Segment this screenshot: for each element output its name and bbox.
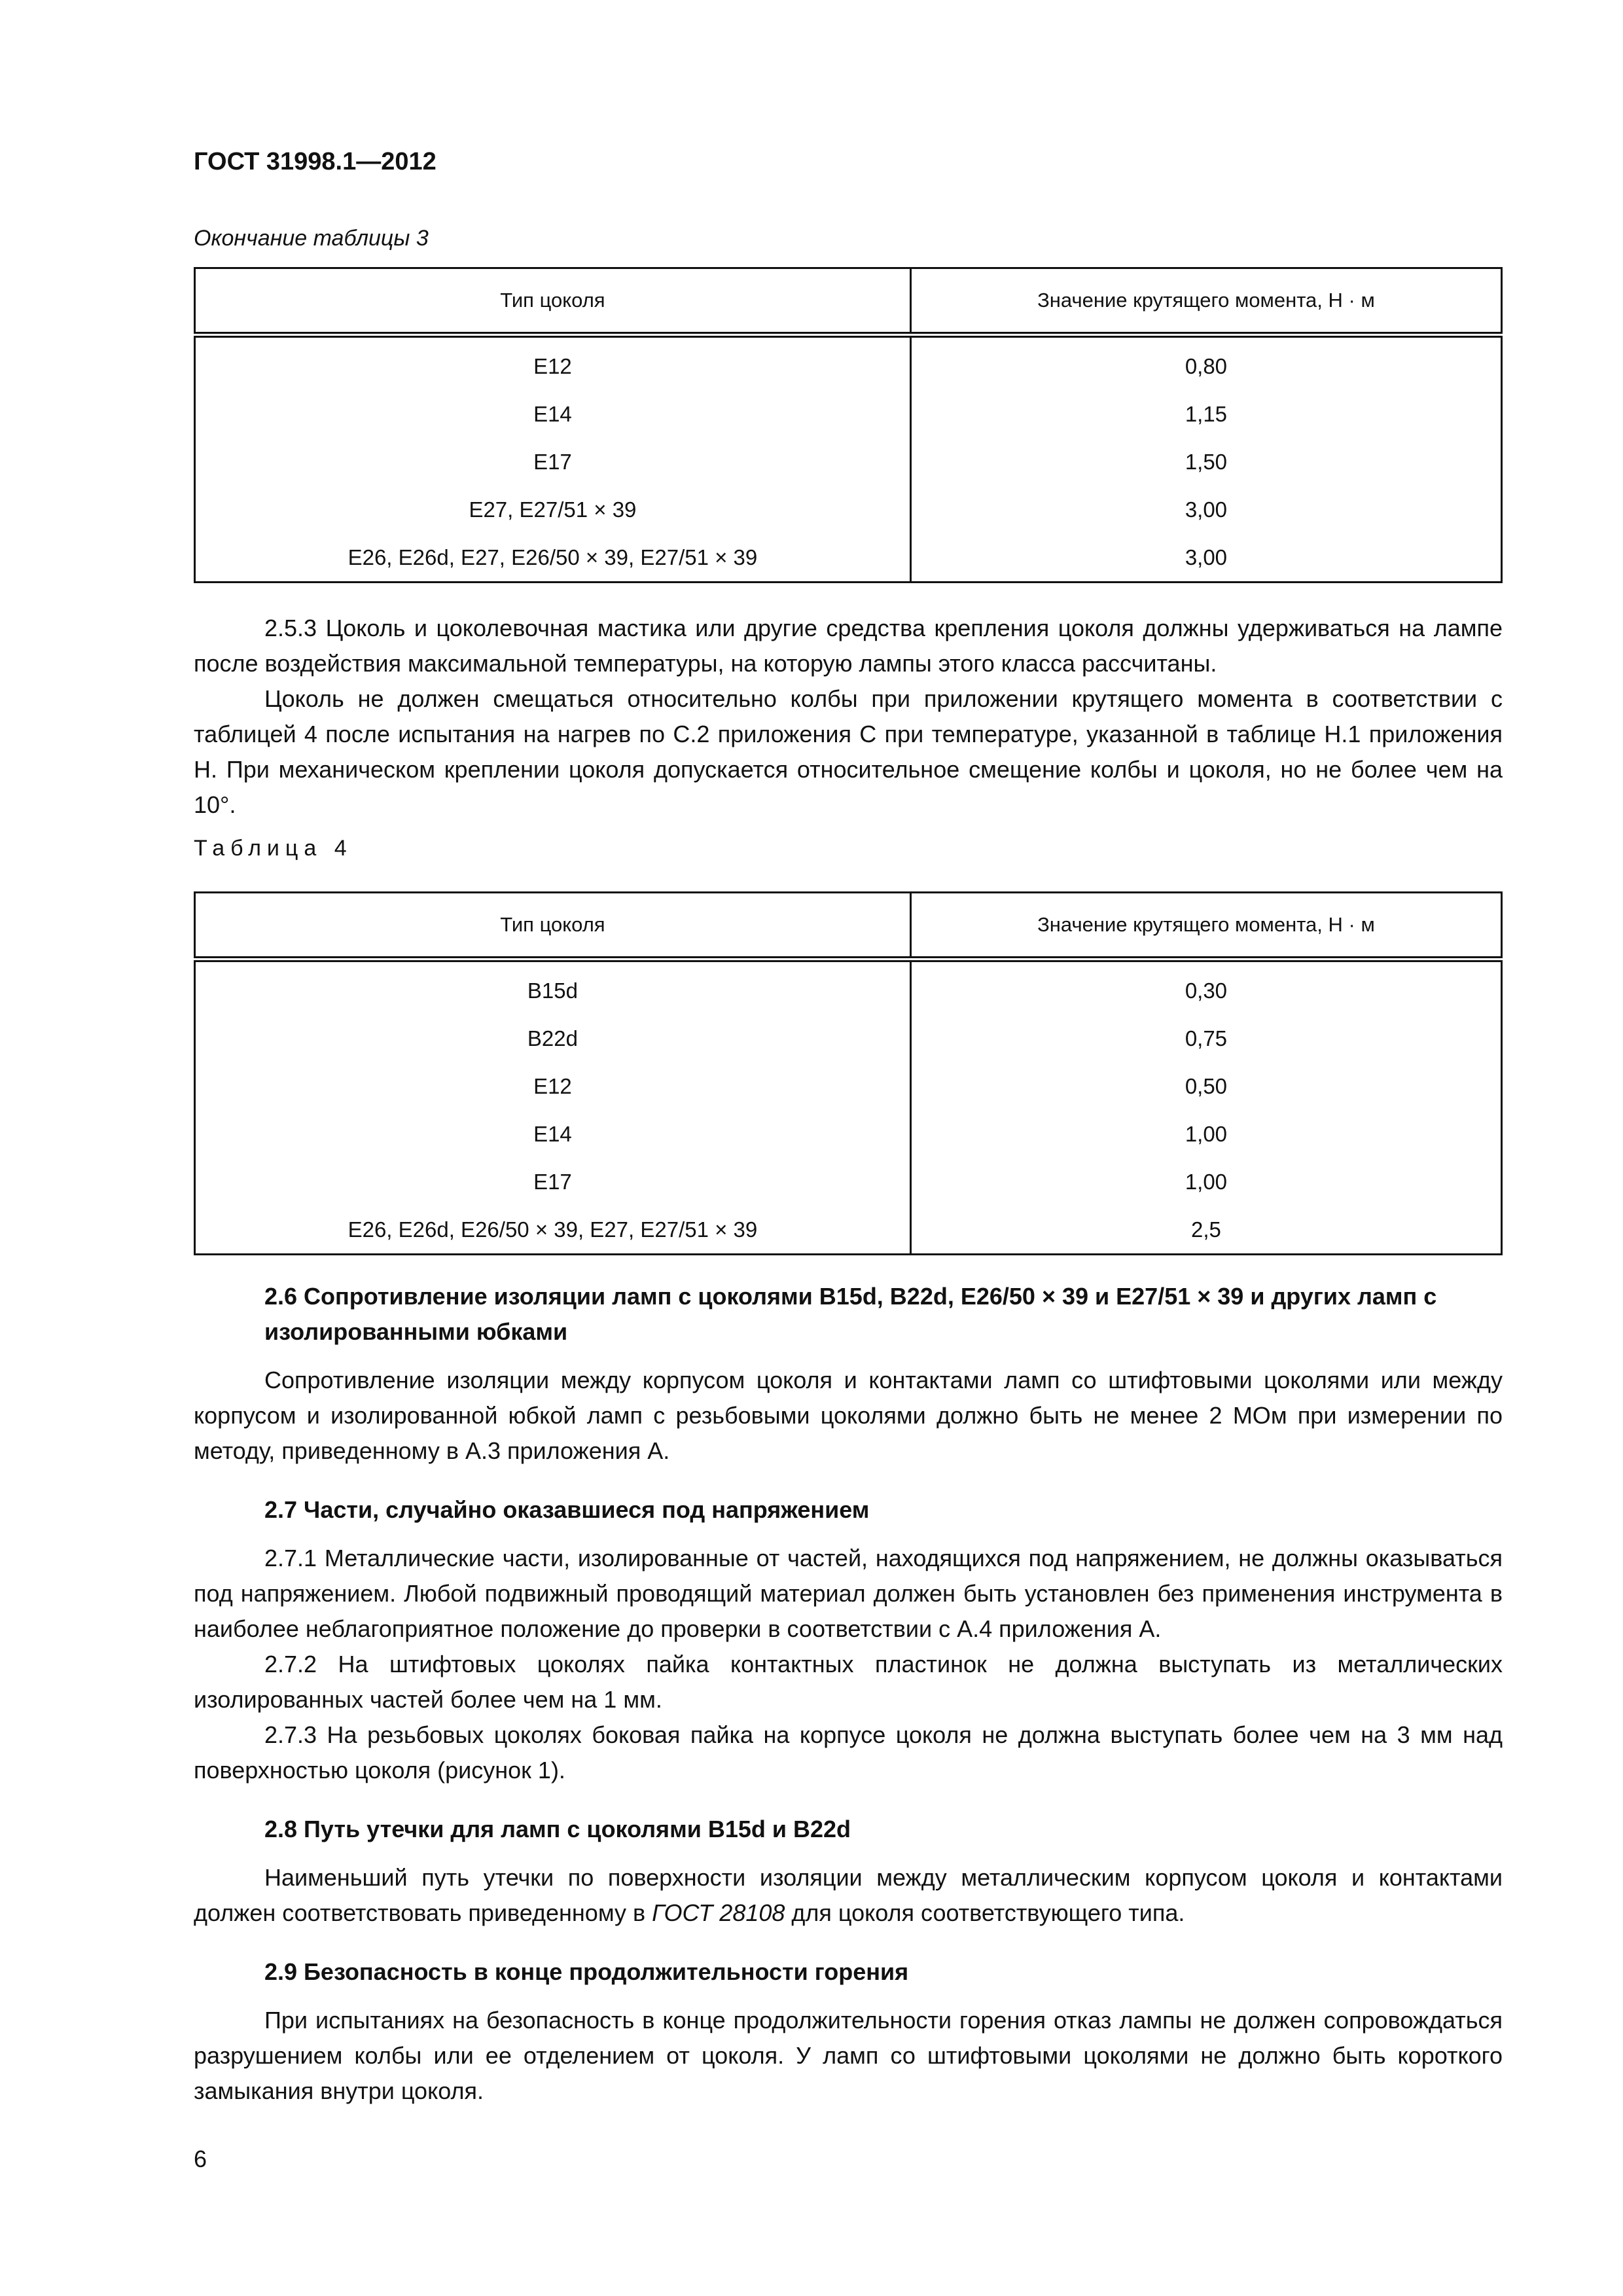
table-cell: 0,30	[910, 960, 1501, 1015]
page-number: 6	[194, 2145, 207, 2172]
table-cell: E27, E27/51 × 39	[469, 497, 637, 522]
table-cell: E17	[533, 1169, 572, 1194]
table4-caption: Таблица 4	[194, 836, 353, 861]
table-row	[195, 1110, 1502, 1158]
table-cell: 1,50	[910, 438, 1501, 486]
table4-col-base-type: Тип цоколя	[195, 893, 911, 960]
table4-col-torque: Значение крутящего момента, Н · м	[910, 893, 1501, 960]
paragraph: Цоколь не должен смещаться относительно колбы при приложении крутящего момента в соответствии с таблицей 4 после испытания на нагрев по С.2 приложения С при температуре, указанной в таблице Н.1 приложения Н. При механическом креплении цоколя допускается относительное смещение колбы и цоколя, но не более чем на 10°.	[194, 685, 1503, 818]
paragraph	[194, 1860, 1503, 1931]
table-row	[195, 390, 1502, 438]
document-code: ГОСТ 31998.1—2012	[194, 148, 437, 175]
clause-2-5-3	[194, 611, 1503, 823]
table-cell: B22d	[527, 1026, 578, 1050]
table4-header-row	[195, 893, 1502, 960]
paragraph-text: Наименьший путь утечки по поверхности изоляции между металлическим корпусом цоколя и контактами должен соответствовать приведенному в	[194, 1864, 1503, 1926]
standard-reference: ГОСТ 28108	[652, 1899, 785, 1926]
table-cell: E14	[533, 401, 572, 426]
paragraph-text: для цоколя соответствующего типа.	[785, 1899, 1185, 1926]
table-row	[195, 1158, 1502, 1206]
table-cell: E26, E26d, E26/50 × 39, E27, E27/51 × 39	[348, 1217, 758, 1242]
table-cell: 3,00	[910, 486, 1501, 533]
section-2-6-title: 2.6 Сопротивление изоляции ламп с цоколями B15d, B22d, E26/50 × 39 и E27/51 × 39 и других ламп с изолированными юбками	[264, 1283, 1437, 1345]
section-2-8-title: 2.8 Путь утечки для ламп с цоколями B15d и B22d	[264, 1816, 851, 1842]
paragraph: 2.7.3 На резьбовых цоколях боковая пайка на корпусе цоколя не должна выступать более чем на 3 мм над поверхностью цоколя (рисунок 1).	[194, 1721, 1503, 1784]
table-row	[195, 335, 1502, 391]
table-cell: 0,75	[910, 1014, 1501, 1062]
table-cell: 1,15	[910, 390, 1501, 438]
table-row	[195, 1206, 1502, 1255]
table-row	[195, 533, 1502, 583]
table-row	[195, 960, 1502, 1015]
table-cell: 3,00	[910, 533, 1501, 583]
table-cell: E12	[533, 353, 572, 378]
table-cell: E12	[533, 1073, 572, 1098]
table-cell: E26, E26d, E27, E26/50 × 39, E27/51 × 39	[348, 545, 758, 569]
paragraph: При испытаниях на безопасность в конце продолжительности горения отказ лампы не должен сопровождаться разрушением колбы или ее отделением от цоколя. У ламп со штифтовыми цоколями не должно быть короткого замыкания внутри цоколя.	[194, 2007, 1503, 2104]
paragraph: 2.5.3 Цоколь и цоколевочная мастика или другие средства крепления цоколя должны удерживаться на лампе после воздействия максимальной температуры, на которую лампы этого класса рассчитаны.	[194, 615, 1503, 677]
table-row	[195, 1062, 1502, 1110]
section-2-9-title: 2.9 Безопасность в конце продолжительности горения	[264, 1958, 909, 1985]
table3-header-row	[195, 268, 1502, 335]
table-row	[195, 438, 1502, 486]
table-cell: 0,50	[910, 1062, 1501, 1110]
table3-caption: Окончание таблицы 3	[194, 226, 429, 251]
paragraph: 2.7.2 На штифтовых цоколях пайка контактных пластинок не должна выступать из металлических изолированных частей более чем на 1 мм.	[194, 1651, 1503, 1713]
section-2-7-title: 2.7 Части, случайно оказавшиеся под напряжением	[264, 1496, 870, 1523]
table-cell: 1,00	[910, 1110, 1501, 1158]
table-cell: E14	[533, 1121, 572, 1146]
table-row	[195, 1014, 1502, 1062]
table-cell: 1,00	[910, 1158, 1501, 1206]
table-row	[195, 486, 1502, 533]
table-cell: E17	[533, 449, 572, 474]
table4	[194, 891, 1503, 1255]
paragraph: 2.7.1 Металлические части, изолированные от частей, находящихся под напряжением, не должны оказываться под напряжением. Любой подвижный проводящий материал должен быть установлен без применения инструмента в наиболее неблагоприятное положение до проверки в соответствии с А.4 приложения А.	[194, 1545, 1503, 1642]
table3-col-torque: Значение крутящего момента, Н · м	[910, 268, 1501, 335]
table-cell: B15d	[527, 978, 578, 1003]
document-page	[194, 148, 1503, 2109]
table-cell: 2,5	[910, 1206, 1501, 1255]
paragraph: Сопротивление изоляции между корпусом цоколя и контактами ламп со штифтовыми цоколями или между корпусом и изолированной юбкой ламп с резьбовыми цоколями должно быть не менее 2 МОм при измерении по методу, приведенному в А.3 приложения А.	[194, 1367, 1503, 1464]
table-cell: 0,80	[910, 335, 1501, 391]
table3	[194, 267, 1503, 583]
table3-col-base-type: Тип цоколя	[195, 268, 911, 335]
